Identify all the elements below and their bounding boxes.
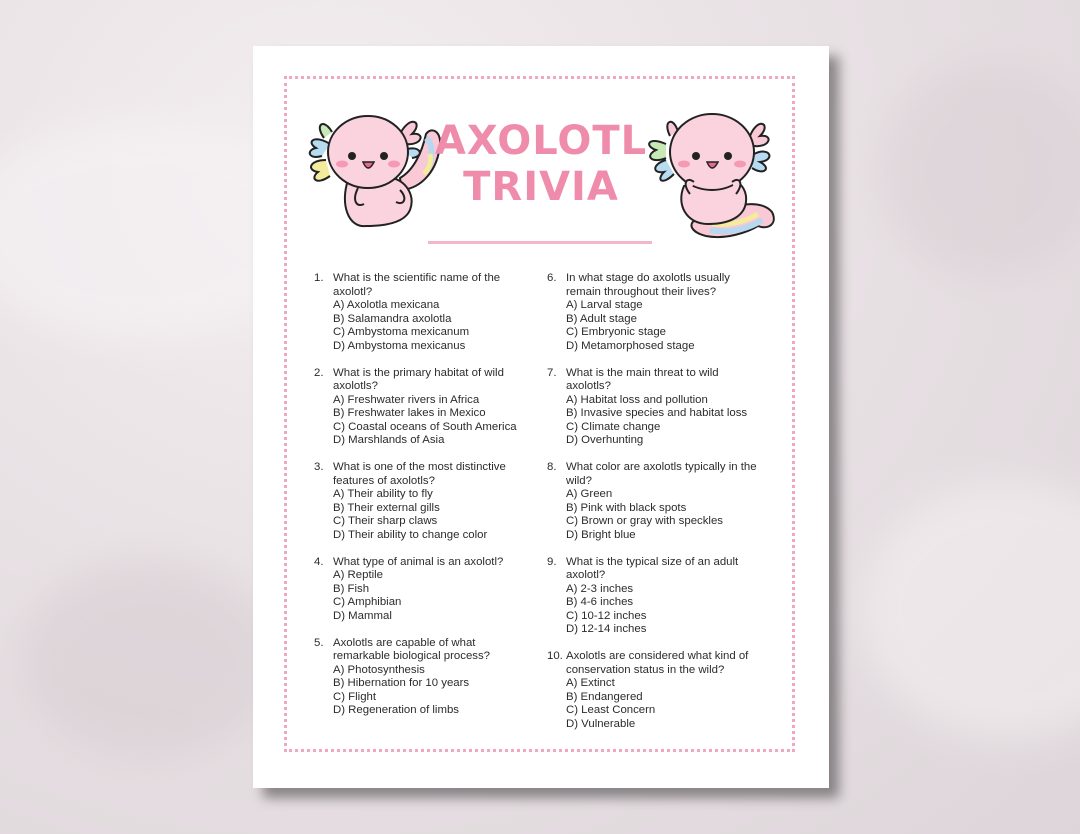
question-text: Axolotls are considered what kind of conservation status in the wild? — [566, 650, 749, 676]
answer-option: A) Larval stage — [566, 299, 643, 311]
answer-option: D) Mammal — [333, 609, 392, 622]
question-item — [314, 556, 529, 624]
question-number: 10. — [547, 650, 563, 662]
question-text: What is the primary habitat of wild axolotls? — [333, 366, 504, 392]
questions-column-right — [547, 272, 762, 745]
question-number: 5. — [314, 636, 324, 649]
question-item — [547, 272, 762, 353]
question-number: 6. — [547, 272, 557, 284]
answer-option: A) Axolotla mexicana — [333, 299, 440, 311]
answer-option: D) 12-14 inches — [566, 623, 647, 635]
answer-option: A) Green — [566, 488, 613, 500]
answer-option: A) Extinct — [566, 677, 615, 689]
question-text: Axolotls are capable of what remarkable biological process? — [333, 636, 491, 662]
title-underline — [428, 241, 652, 244]
answer-option: B) Hibernation for 10 years — [333, 677, 470, 689]
question-text: In what stage do axolotls usually remain throughout their lives? — [566, 272, 730, 298]
question-item — [547, 556, 762, 637]
answer-option: D) Their ability to change color — [333, 528, 488, 541]
axolotl-right-icon — [640, 104, 788, 254]
question-item — [314, 272, 529, 353]
answer-option: A) Reptile — [333, 569, 384, 581]
answer-option: D) Overhunting — [566, 434, 644, 446]
answer-option: C) Least Concern — [566, 704, 656, 716]
question-number: 4. — [314, 555, 324, 568]
answer-option: B) 4-6 inches — [566, 596, 634, 608]
answer-option: A) Photosynthesis — [333, 663, 425, 676]
answer-option: D) Bright blue — [566, 528, 636, 541]
answer-option: C) 10-12 inches — [566, 609, 647, 622]
answer-option: C) Embryonic stage — [566, 326, 667, 338]
question-item — [314, 637, 529, 718]
answer-option: D) Regeneration of limbs — [333, 704, 459, 716]
question-number: 8. — [547, 461, 557, 473]
answer-option: B) Freshwater lakes in Mexico — [333, 407, 486, 419]
answer-option: C) Ambystoma mexicanum — [333, 326, 470, 338]
answer-option: A) 2-3 inches — [566, 582, 634, 595]
answer-option: D) Vulnerable — [566, 717, 636, 730]
answer-option: B) Pink with black spots — [566, 501, 687, 514]
answer-option: B) Their external gills — [333, 501, 440, 514]
question-number: 7. — [547, 366, 557, 379]
background-fold — [20, 560, 280, 760]
answer-option: B) Adult stage — [566, 312, 637, 325]
page-title — [430, 118, 652, 210]
question-text: What is the typical size of an adult axolotl? — [566, 555, 739, 581]
title-line-2: TRIVIA — [463, 164, 619, 210]
answer-option: B) Endangered — [566, 690, 643, 703]
questions-column-left — [314, 272, 529, 731]
background-fold — [860, 480, 1080, 740]
axolotl-left-icon — [300, 104, 448, 234]
answer-option: C) Climate change — [566, 420, 661, 433]
question-number: 1. — [314, 272, 324, 284]
question-text: What is the scientific name of the axolotl? — [333, 272, 501, 298]
question-number: 2. — [314, 366, 324, 379]
answer-option: C) Coastal oceans of South America — [333, 420, 517, 433]
question-text: What type of animal is an axolotl? — [333, 555, 504, 568]
answer-option: B) Fish — [333, 582, 370, 595]
question-number: 9. — [547, 555, 557, 568]
answer-option: A) Their ability to fly — [333, 488, 433, 500]
question-text: What is the main threat to wild axolotls? — [566, 366, 719, 392]
answer-option: D) Marshlands of Asia — [333, 434, 445, 446]
answer-option: D) Ambystoma mexicanus — [333, 339, 466, 352]
question-text: What is one of the most distinctive features of axolotls? — [333, 461, 506, 487]
answer-option: A) Freshwater rivers in Africa — [333, 393, 480, 406]
question-item — [314, 461, 529, 542]
question-item — [547, 367, 762, 448]
answer-option: C) Flight — [333, 690, 377, 703]
question-text: What color are axolotls typically in the wild? — [566, 461, 757, 487]
question-item — [314, 367, 529, 448]
question-item — [547, 650, 762, 731]
background-fold — [880, 60, 1080, 280]
answer-option: B) Salamandra axolotla — [333, 312, 452, 325]
question-item — [547, 461, 762, 542]
answer-option: A) Habitat loss and pollution — [566, 393, 708, 406]
answer-option: C) Their sharp claws — [333, 515, 438, 527]
answer-option: C) Amphibian — [333, 596, 402, 608]
answer-option: B) Invasive species and habitat loss — [566, 407, 748, 419]
answer-option: D) Metamorphosed stage — [566, 339, 695, 352]
question-number: 3. — [314, 461, 324, 473]
answer-option: C) Brown or gray with speckles — [566, 515, 723, 527]
title-line-1: AXOLOTL — [434, 118, 648, 164]
